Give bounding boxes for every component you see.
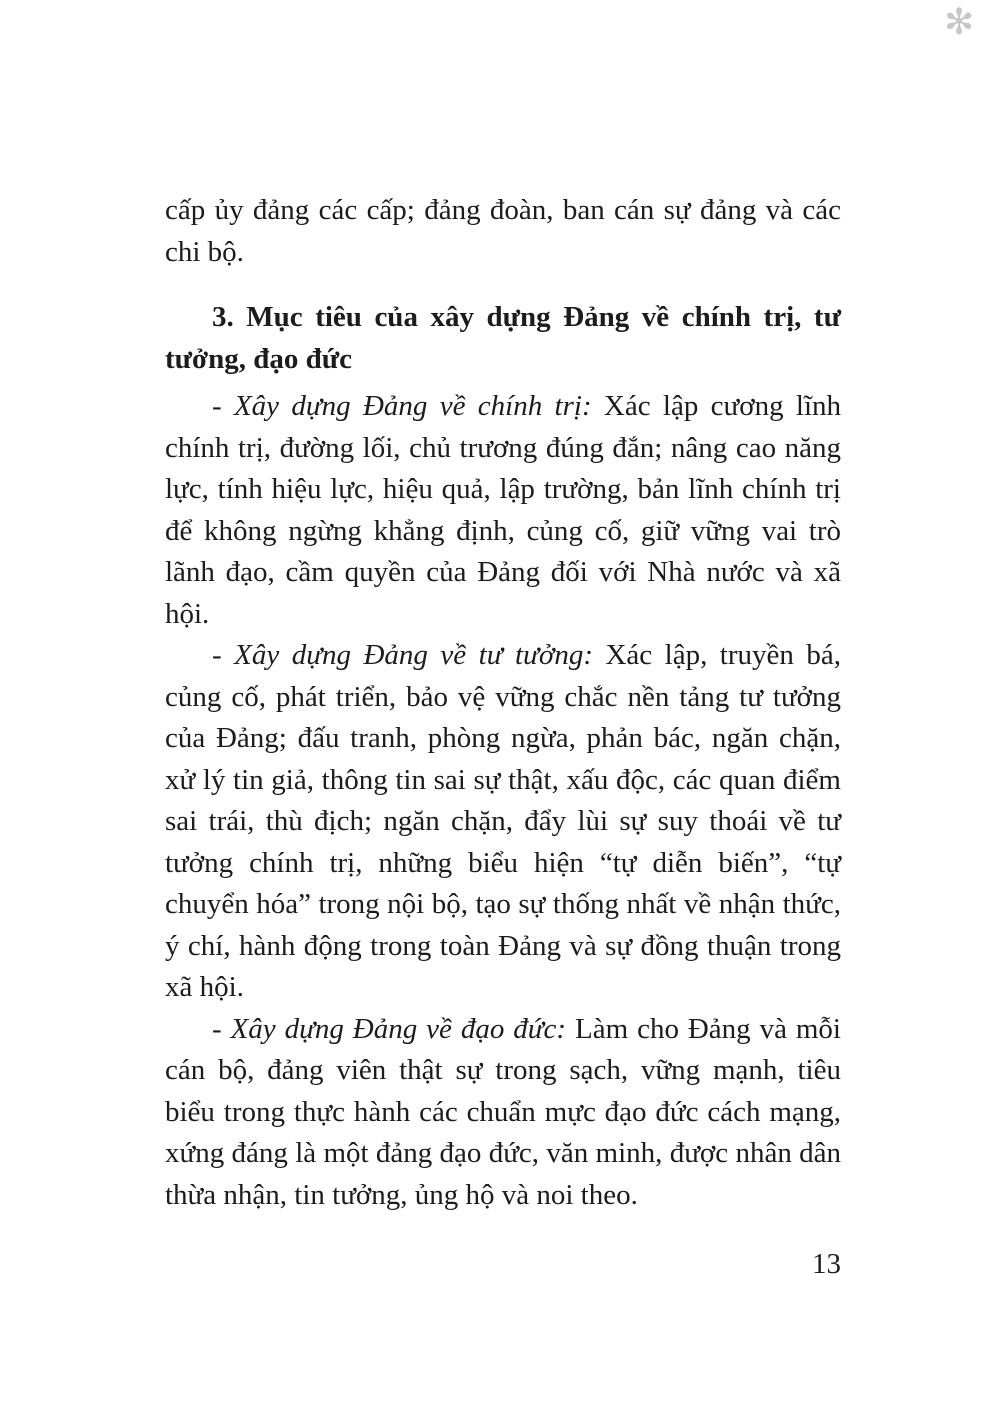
paragraph-ideology <box>165 635 841 1009</box>
section-heading: 3. Mục tiêu của xây dựng Đảng về chính trị, tư tưởng, đạo đức <box>165 301 841 375</box>
paragraph-lead-italic: - Xây dựng Đảng về chính trị: <box>212 390 592 422</box>
flower-ornament-icon: ✻ <box>944 2 975 42</box>
paragraph-ethics <box>165 1009 841 1217</box>
paragraph-lead-italic: - Xây dựng Đảng về tư tưởng: <box>212 639 593 671</box>
paragraph-body: Làm cho Đảng và mỗi cán bộ, đảng viên thật sự trong sạch, vững mạnh, tiêu biểu trong thực hành các chuẩn mực đạo đức cách mạng, xứng đáng là một đảng đạo đức, văn minh, được nhân dân thừa nhận, tin tưởng, ủng hộ và noi theo. <box>165 1012 841 1211</box>
paragraph-political <box>165 386 841 635</box>
paragraph-body: Xác lập, truyền bá, củng cố, phát triển, bảo vệ vững chắc nền tảng tư tưởng của Đảng; đấu tranh, phòng ngừa, phản bác, ngăn chặn, xử lý tin giả, thông tin sai sự thật, xấu độc, các quan điểm sai trái, thù địch; ngăn chặn, đẩy lùi sự suy thoái về tư tưởng chính trị, những biểu hiện “tự diễn biến”, “tự chuyển hóa” trong nội bộ, tạo sự thống nhất về nhận thức, ý chí, hành động trong toàn Đảng và sự đồng thuận trong xã hội. <box>165 639 841 1003</box>
page-text-block <box>165 190 841 1216</box>
page-number: 13 <box>812 1248 841 1280</box>
intro-paragraph: cấp ủy đảng các cấp; đảng đoàn, ban cán sự đảng và các chi bộ. <box>165 194 841 268</box>
paragraph-body: Xác lập cương lĩnh chính trị, đường lối, chủ trương đúng đắn; nâng cao năng lực, tính hiệu lực, hiệu quả, lập trường, bản lĩnh chính trị để không ngừng khẳng định, củng cố, giữ vững vai trò lãnh đạo, cầm quyền của Đảng đối với Nhà nước và xã hội. <box>165 390 842 630</box>
paragraph-lead-italic: - Xây dựng Đảng về đạo đức: <box>212 1012 567 1045</box>
